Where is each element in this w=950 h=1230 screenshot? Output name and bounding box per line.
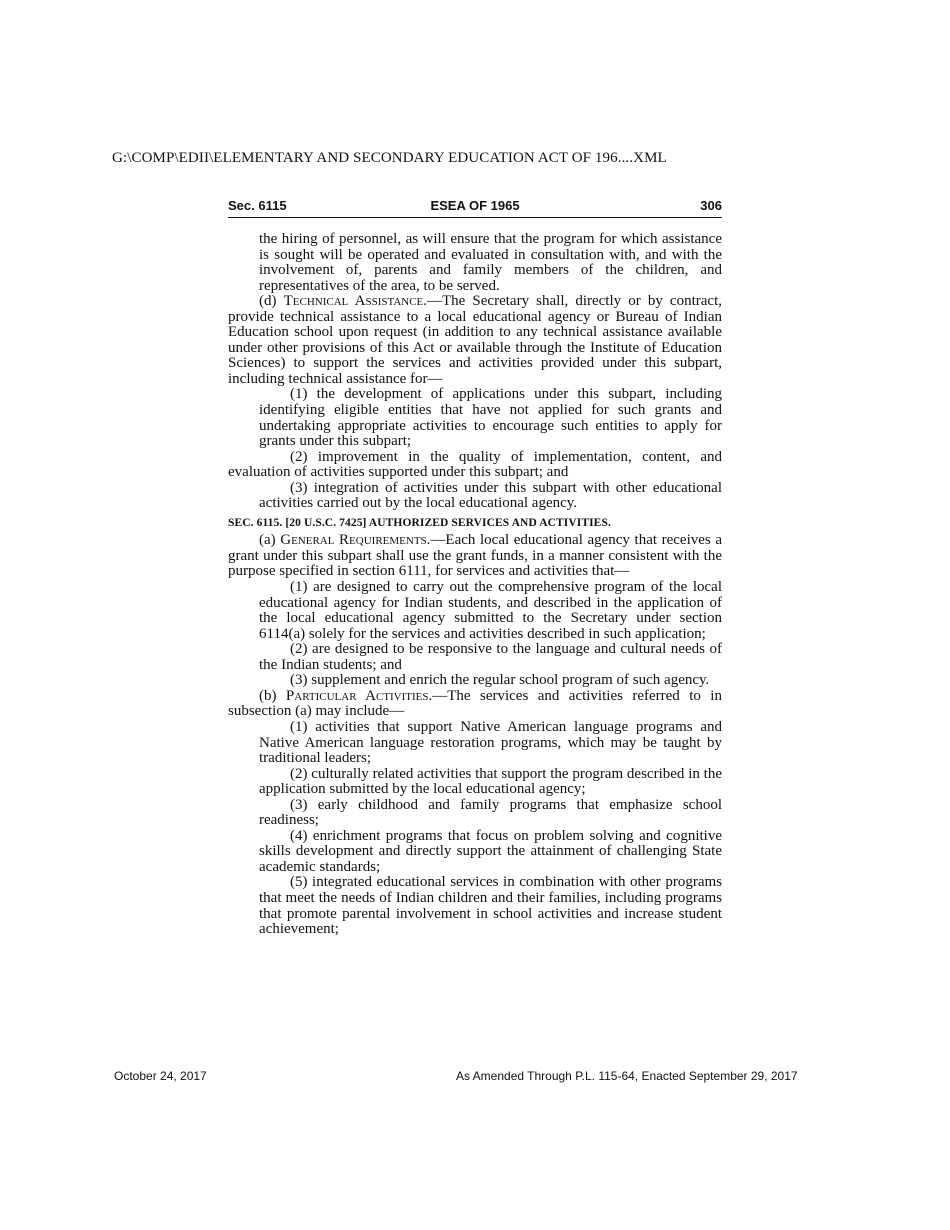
paragraph-b3: (3) early childhood and family programs that emphasize school readiness;	[259, 796, 722, 829]
page-number: 306	[700, 198, 722, 213]
paragraph-a2: (2) are designed to be responsive to the language and cultural needs of the Indian students; and	[259, 641, 722, 673]
footer-amended: As Amended Through P.L. 115-64, Enacted September 29, 2017	[456, 1069, 798, 1083]
subsection-a	[228, 533, 722, 580]
subsection-d-heading: Technical Assistance	[283, 293, 424, 310]
paragraph-d3: (3) integration of activities under this subpart with other educational activities carried out by the local educational agency.	[259, 479, 722, 512]
paragraph-d1: (1) the development of applications under this subpart, including identifying eligible entities that have not applied for such grants and undertaking appropriate activities to encourage such entities to apply for grants under this subpart;	[259, 386, 722, 450]
subsection-a-heading: General Requirements	[280, 532, 427, 549]
subsection-b-label: (b)	[259, 687, 286, 704]
subsection-a-label: (a)	[259, 532, 281, 549]
paragraph-b5: (5) integrated educational services in combination with other programs that meet the needs of Indian children and their families, including programs that promote parental involvement in school activities and increase student achievement;	[259, 874, 722, 938]
subsection-d-label: (d)	[259, 293, 284, 310]
header-section: Sec. 6115	[228, 198, 287, 213]
file-path: G:\COMP\EDII\ELEMENTARY AND SECONDARY EDUCATION ACT OF 196....XML	[112, 150, 667, 166]
subsection-b-text: .—The services and activities referred to in subsection (a) may include—	[228, 687, 722, 720]
paragraph-b2: (2) culturally related activities that support the program described in the application submitted by the local educational agency;	[259, 765, 722, 798]
subsection-a-text: .—Each local educational agency that receives a grant under this subpart shall use the grant funds, in a manner consistent with the purpose specified in section 6111, for services and activities that—	[228, 532, 722, 580]
running-head	[228, 198, 722, 218]
paragraph-a1: (1) are designed to carry out the comprehensive program of the local educational agency for Indian students, and described in the application of the local educational agency submitted to the Secretary under section 6114(a) solely for the services and activities described in such application;	[259, 579, 722, 642]
paragraph-b4: (4) enrichment programs that focus on problem solving and cognitive skills development and directly support the attainment of challenging State academic standards;	[259, 827, 722, 875]
subsection-d	[228, 294, 722, 387]
header-act-title: ESEA OF 1965	[430, 198, 520, 213]
footer-date: October 24, 2017	[114, 1069, 207, 1083]
paragraph-b1: (1) activities that support Native American language programs and Native American language restoration programs, which may be taught by traditional leaders;	[259, 718, 722, 767]
paragraph-continuation: the hiring of personnel, as will ensure that the program for which assistance is sought will be operated and evaluated in consultation with, and with the involvement of, parents and family members of the children, and representatives of the area, to be served.	[259, 231, 722, 294]
document-body	[228, 232, 722, 938]
subsection-b-heading: Particular Activities	[285, 687, 429, 704]
paragraph-d2: (2) improvement in the quality of implementation, content, and evaluation of activities supported under this subpart; and	[228, 448, 722, 481]
subsection-d-text: .—The Secretary shall, directly or by contract, provide technical assistance to a local educational agency or Bureau of Indian Education school upon request (in addition to any technical assistance available under other provisions of this Act or available through the Institute of Education Sciences) to support the services and activities provided under this subpart, including technical assistance for—	[228, 293, 722, 387]
section-heading: SEC. 6115. [20 U.S.C. 7425] AUTHORIZED SERVICES AND ACTIVITIES.	[228, 516, 611, 529]
paragraph-a3: (3) supplement and enrich the regular school program of such agency.	[290, 672, 710, 689]
subsection-b	[228, 689, 722, 720]
